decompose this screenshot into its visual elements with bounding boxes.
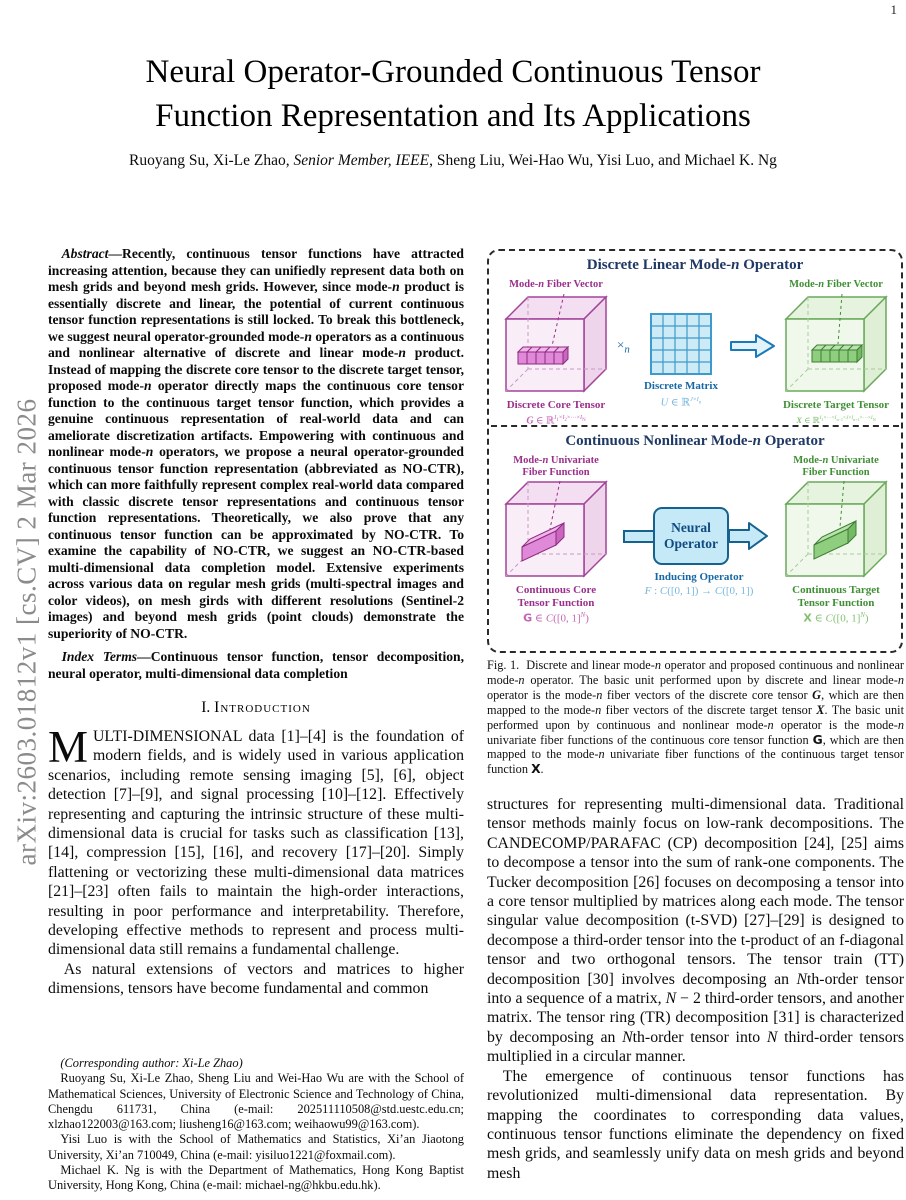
- drop-cap: M: [48, 722, 89, 772]
- page-number: 1: [890, 2, 897, 17]
- intro-paragraph-1-text: ULTI-DIMENSIONAL data [1]–[4] is the foundation of modern fields, and is widely used in various application scenarios, including remote sensing imaging [5], [6], object detection [7]–[9], and signal processing [10]–[12]. Effectively representing and capturing the intrinsic structure of these multi-dimensional data is crucial for tasks such as classification [13], [14], compression [15], [16], and recovery [17]–[20]. Simply flattening or vectorizing these multi-dimensional data matrices [21]–[23] often fails to maintain the high-order interactions, resulting in poor performance and interpretability. Therefore, developing effective methods to represent and process multi-dimensional data still remains a fundamental challenge.: [48, 728, 464, 959]
- arxiv-watermark: arXiv:2603.01812v1 [cs.CV] 2 Mar 2026: [11, 398, 42, 866]
- neural-operator-assembly: [623, 505, 775, 567]
- neural-operator-box: Neural Operator: [653, 507, 729, 565]
- discrete-core-tensor-cube-icon: [504, 292, 608, 394]
- figure-1-caption: Fig. 1. Discrete and linear mode-n operator and proposed continuous and nonlinear mode-n operator. The basic unit performed upon by discrete and linear mode-n operator is the mode-n fiber vectors of the discrete core tensor G, which are then mapped to the mode-n fiber vectors of the discrete target tensor X. The basic unit performed upon by continuous and nonlinear mode-n operator is the mode-n univariate fiber functions of the continuous core tensor function G, which are then mapped to the mode-n univariate fiber functions of the continuous target tensor function X.: [487, 658, 905, 777]
- section-number: I.: [201, 699, 211, 716]
- figure-1: [487, 249, 903, 653]
- output-arrow-icon: [729, 520, 769, 552]
- footnote-affiliation-3: Michael K. Ng is with the Department of Mathematics, Hong Kong Baptist University, Hong Kong, China (e-mail: michael-ng@hkbu.edu.hk).: [48, 1163, 464, 1193]
- mode-n-univariate-fiber-label-left: Mode-n Univariate Fiber Function: [513, 455, 599, 478]
- maps-to-arrow-icon: [730, 332, 776, 360]
- discrete-target-tensor-cube-icon: [784, 292, 888, 394]
- continuous-core-tensor-cube-icon: [504, 479, 608, 579]
- intro-paragraph-2: As natural extensions of vectors and matrices to higher dimensions, tensors have become fundamental and common: [48, 960, 464, 998]
- corresponding-author-note: (Corresponding author: Xi-Le Zhao): [60, 1056, 243, 1070]
- continuous-core-tensor-group: [495, 455, 617, 625]
- discrete-core-tensor-group: [495, 279, 617, 427]
- continuous-core-tensor-math: G ∈ C([0, 1]$^N$): [523, 611, 589, 625]
- footnote-affiliation-2: Yisi Luo is with the School of Mathematics and Statistics, Xi’an Jiaotong University, Xi’an 710049, China (e-mail: yisiluo1221@foxmail.com).: [48, 1132, 464, 1162]
- section-heading-introduction: [48, 699, 464, 717]
- footnote-block: [48, 1056, 464, 1194]
- intro-paragraph-1: [48, 722, 464, 960]
- continuous-target-tensor-cube-icon: [784, 479, 888, 579]
- index-terms-paragraph: Index Terms—Continuous tensor function, tensor decomposition, neural operator, multi-dimensional data completion: [48, 649, 464, 681]
- discrete-operator-title: Discrete Linear Mode-n Operator: [586, 257, 804, 273]
- continuous-target-tensor-group: [775, 455, 897, 625]
- discrete-matrix-label: Discrete Matrix: [643, 380, 718, 392]
- left-column: [48, 246, 464, 999]
- paper-title-line1: Neural Operator-Grounded Continuous Tensor: [145, 54, 761, 90]
- mode-n-fiber-vector-label-left: Mode-n Fiber Vector: [509, 279, 603, 290]
- section-title: Introduction: [214, 699, 311, 716]
- right-column: [487, 795, 904, 1183]
- paper-title-line2: Function Representation and Its Applications: [155, 98, 751, 134]
- mode-n-univariate-fiber-label-right: Mode-n Univariate Fiber Function: [793, 455, 879, 478]
- footnote-affiliation-1: Ruoyang Su, Xi-Le Zhao, Sheng Liu and Wei-Hao Wu are with the School of Mathematical Sciences, University of Electronic Science and Technology of China, Chengdu 611731, China (e-mail: 202511110508@std.uestc.edu.cn; xlzhao122003@163.com; liusheng16@163.com; weihaowu99@163.com).: [48, 1071, 464, 1132]
- authors-line: Ruoyang Su, Xi-Le Zhao, Senior Member, IEEE, Sheng Liu, Wei-Hao Wu, Yisi Luo, and Michael K. Ng: [129, 152, 777, 169]
- inducing-operator-label: Inducing Operator: [654, 571, 744, 583]
- discrete-core-tensor-math: G ∈ ℝ$^{I_1\times I_2\times\cdot\cdot\cdot\times I_N}$: [526, 413, 586, 426]
- continuous-target-tensor-name: Continuous Target Tensor Function: [792, 584, 880, 609]
- mode-n-fiber-vector-label-right: Mode-n Fiber Vector: [789, 279, 883, 290]
- discrete-matrix-grid-icon: [650, 313, 712, 375]
- discrete-target-tensor-math: X ∈ ℝ$^{I_1\times\cdot\cdot\cdot\times I_{n-1}\times J\times I_{n+1}\times\cdot\cdot\cdot\times I_N}$: [796, 414, 876, 425]
- discrete-core-tensor-name: Discrete Core Tensor: [506, 398, 606, 411]
- discrete-matrix-math: U ∈ ℝ$^{J\times I_n}$: [660, 396, 702, 409]
- inducing-operator-math: F : C([0, 1]) → C([0, 1]): [644, 585, 754, 597]
- abstract-paragraph: Abstract—Recently, continuous tensor functions have attracted increasing attention, because they can unifiedly represent data both on mesh grids and beyond mesh grids. However, since mode-n product is essentially discrete and linear, the potential of current continuous tensor function representations is still locked. To break this bottleneck, we suggest neural operator-grounded mode-n operators as a continuous and nonlinear alternative of discrete and linear mode-n product. Instead of mapping the discrete core tensor to the discrete target tensor, proposed mode-n operator directly maps the continuous core tensor function to the continuous target tensor function, which provides a genuine continuous representation of real-world data and can ameliorate discretization artifacts. Empowering with continuous and nonlinear mode-n operators, we propose a neural operator-grounded continuous tensor function representation (abbreviated as NO-CTR), which can more faithfully represent complex real-world data compared with classic discrete tensor representations and continuous tensor function representations. Theoretically, we also prove that any continuous tensor function can be approximated by NO-CTR. To examine the capability of NO-CTR, we suggest an NO-CTR-based multi-dimensional data completion model. Extensive experiments across various data on regular mesh grids (multi-spectral images and color videos), on mesh girds with different resolutions (Sentinel-2 images) and beyond mesh grids (point clouds) demonstrate the superiority of NO-CTR.: [48, 246, 465, 641]
- discrete-target-tensor-name: Discrete Target Tensor: [782, 398, 890, 411]
- paper-title: [0, 50, 906, 138]
- continuous-target-tensor-math: X ∈ C([0, 1]$^N$): [803, 611, 869, 625]
- discrete-target-tensor-group: [775, 279, 897, 426]
- continuous-core-tensor-name: Continuous Core Tensor Function: [515, 584, 597, 609]
- right-paragraph-1: structures for representing multi-dimensional data. Traditional tensor methods mainly focus on low-rank decompositions. The CANDECOMP/PARAFAC (CP) decomposition [24], [25] aims to decompose a tensor into the sum of rank-one components. The Tucker decomposition [26] focuses on decomposing a tensor into a core tensor multiplied by matrices along each mode. The tensor singular value decomposition (t-SVD) [27]–[29] is designed to decompose a third-order tensor into the t-product of an f-diagonal tensor and two orthogonal tensors. The tensor train (TT) decomposition [30] involves decomposing an Nth-order tensor into a sequence of a matrix, N − 2 third-order tensors, and another matrix. The tensor ring (TR) decomposition [31] is characterized by decomposing an Nth-order tensor into N third-order tensors multiplied in a circular manner.: [487, 796, 905, 1066]
- right-paragraph-2: The emergence of continuous tensor functions has revolutionized multi-dimensional data representation. By mapping the coordinates to corresponding data values, continuous tensor functions eliminate the dependency on fixed mesh grids, and seamlessly unify data on mesh grids and beyond mesh: [487, 1067, 904, 1182]
- continuous-operator-title: Continuous Nonlinear Mode-n Operator: [565, 433, 825, 449]
- mode-n-product-symbol: $\times_n$: [617, 337, 630, 356]
- input-arrow-shaft: [623, 530, 653, 543]
